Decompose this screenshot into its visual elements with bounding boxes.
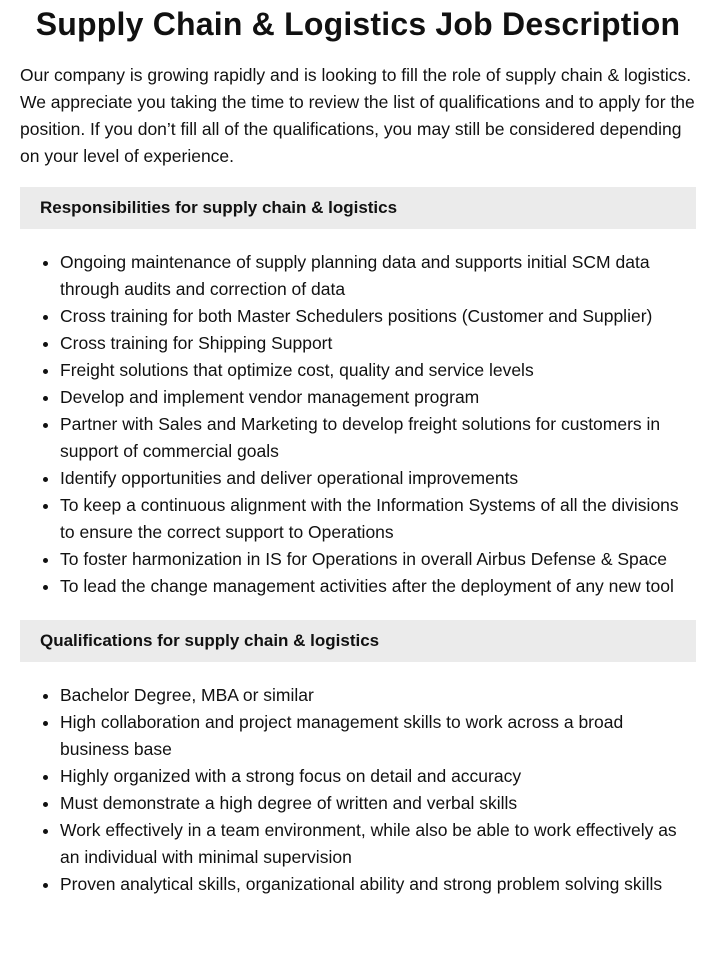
list-item: • Bachelor Degree, MBA or similar <box>60 682 696 709</box>
list-item: • Ongoing maintenance of supply planning data and supports initial SCM data through audits and correction of data <box>60 249 696 303</box>
job-description-page <box>0 2 720 898</box>
responsibilities-heading: Responsibilities for supply chain & logistics <box>20 187 696 229</box>
list-item: • Must demonstrate a high degree of written and verbal skills <box>60 790 696 817</box>
list-item: • Partner with Sales and Marketing to develop freight solutions for customers in support of commercial goals <box>60 411 696 465</box>
qualifications-heading: Qualifications for supply chain & logistics <box>20 620 696 662</box>
list-item: • Proven analytical skills, organizational ability and strong problem solving skills <box>60 871 696 898</box>
list-item: • To keep a continuous alignment with the Information Systems of all the divisions to ensure the correct support to Operations <box>60 492 696 546</box>
list-item: • Identify opportunities and deliver operational improvements <box>60 465 696 492</box>
qualifications-list <box>20 682 696 898</box>
page-title: Supply Chain & Logistics Job Description <box>35 6 681 42</box>
responsibilities-list <box>20 249 696 600</box>
list-item: • Freight solutions that optimize cost, quality and service levels <box>60 357 696 384</box>
list-item: • Work effectively in a team environment, while also be able to work effectively as an individual with minimal supervision <box>60 817 696 871</box>
list-item: • To lead the change management activities after the deployment of any new tool <box>60 573 696 600</box>
list-item: • Cross training for both Master Schedulers positions (Customer and Supplier) <box>60 303 696 330</box>
list-item: • High collaboration and project management skills to work across a broad business base <box>60 709 696 763</box>
list-item: • Develop and implement vendor management program <box>60 384 696 411</box>
list-item: • To foster harmonization in IS for Operations in overall Airbus Defense & Space <box>60 546 696 573</box>
list-item: • Highly organized with a strong focus on detail and accuracy <box>60 763 696 790</box>
list-item: • Cross training for Shipping Support <box>60 330 696 357</box>
intro-paragraph: Our company is growing rapidly and is looking to fill the role of supply chain & logistics. We appreciate you taking the time to review the list of qualifications and to apply for the position. If you don’t fill all of the qualifications, you may still be considered depending on your level of experience. <box>20 65 695 166</box>
